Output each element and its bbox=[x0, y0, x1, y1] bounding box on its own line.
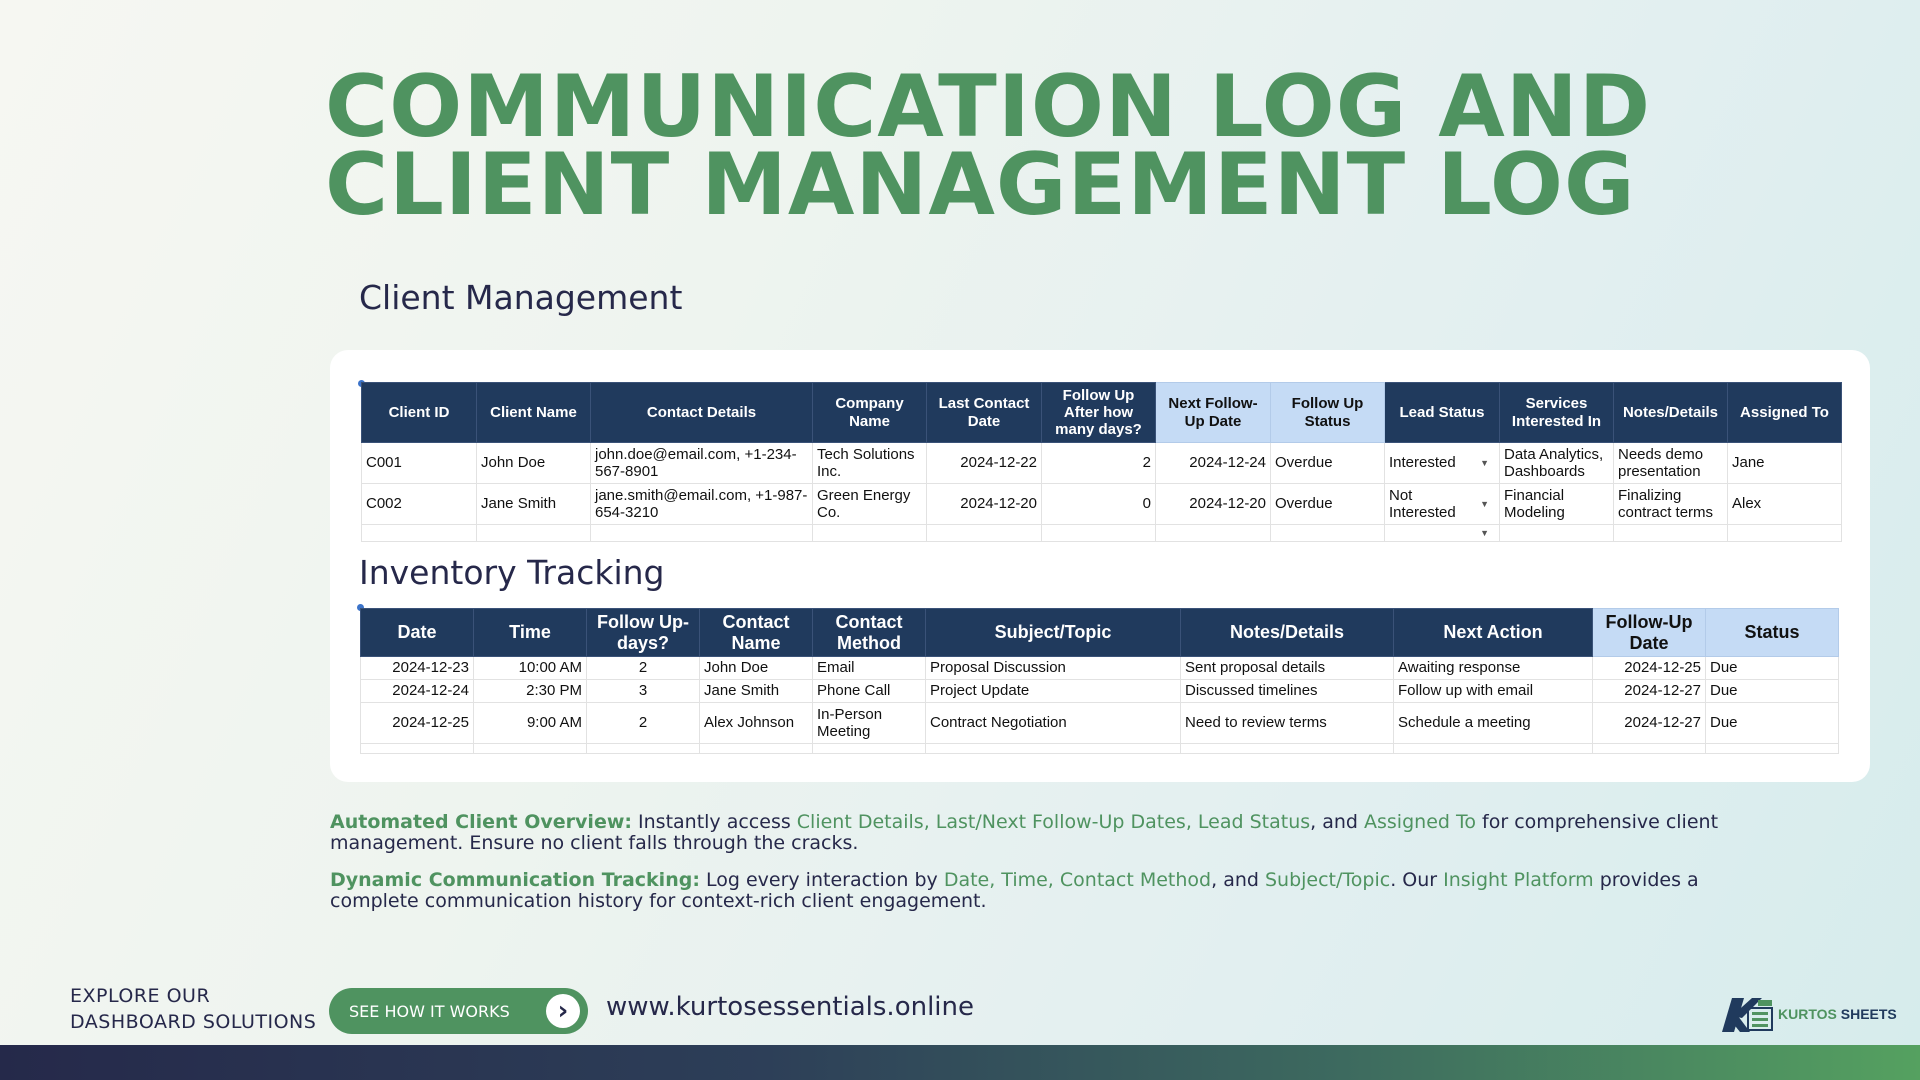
client-table-header-row bbox=[362, 383, 1842, 443]
cell-empty[interactable] bbox=[927, 525, 1042, 542]
col-header-date[interactable]: Date bbox=[361, 609, 474, 657]
cell-notes[interactable]: Needs demo presentation bbox=[1614, 443, 1728, 484]
client-overview-lead: Automated Client Overview: bbox=[330, 811, 632, 833]
col-header-client-id[interactable]: Client ID bbox=[362, 383, 477, 443]
cell-contact-method[interactable]: In-Person Meeting bbox=[813, 703, 926, 744]
para-text: for comprehensive client management. Ensure no client falls through the cracks. bbox=[330, 811, 1719, 854]
lead-status-value: Not Interested bbox=[1389, 486, 1456, 521]
cell-time[interactable]: 2:30 PM bbox=[474, 680, 587, 703]
cell-follow-up-days[interactable]: 0 bbox=[1042, 484, 1156, 525]
cell-empty[interactable] bbox=[813, 744, 926, 754]
para-text: provides a complete communication history for context-rich client engagement. bbox=[330, 869, 1699, 912]
logo-word-sheets: SHEETS bbox=[1840, 1006, 1897, 1022]
cell-company-name[interactable]: Green Energy Co. bbox=[813, 484, 927, 525]
col-header-notes[interactable]: Notes/Details bbox=[1614, 383, 1728, 443]
cell-empty[interactable] bbox=[926, 744, 1181, 754]
cell-last-contact-date[interactable]: 2024-12-20 bbox=[927, 484, 1042, 525]
cell-follow-up-days[interactable]: 2 bbox=[587, 657, 700, 680]
para-text: Log every interaction by bbox=[699, 869, 944, 891]
cell-empty[interactable] bbox=[1042, 525, 1156, 542]
cell-empty[interactable] bbox=[1394, 744, 1593, 754]
para-text: , and bbox=[1211, 869, 1265, 891]
para-highlight: Date, Time, Contact Method bbox=[943, 869, 1212, 891]
page-title bbox=[325, 57, 1725, 235]
cell-date[interactable]: 2024-12-24 bbox=[361, 680, 474, 703]
col-header-status[interactable]: Status bbox=[1706, 609, 1839, 657]
cell-next-follow-up-date[interactable]: 2024-12-20 bbox=[1156, 484, 1271, 525]
cell-follow-up-status[interactable]: Overdue bbox=[1271, 484, 1385, 525]
explore-line1: EXPLORE OUR bbox=[70, 985, 211, 1007]
cell-empty[interactable] bbox=[1728, 525, 1842, 542]
col-header-follow-up-status[interactable]: Follow Up Status bbox=[1271, 383, 1385, 443]
page-title-line1: COMMUNICATION LOG AND bbox=[325, 57, 1652, 157]
cell-date[interactable]: 2024-12-25 bbox=[361, 703, 474, 744]
cell-empty[interactable] bbox=[477, 525, 591, 542]
para-highlight: Assigned To bbox=[1364, 811, 1476, 833]
cell-status[interactable]: Due bbox=[1706, 657, 1839, 680]
logo-word-kurtos: KURTOS bbox=[1778, 1006, 1837, 1022]
cell-contact-name[interactable]: John Doe bbox=[700, 657, 813, 680]
col-header-time[interactable]: Time bbox=[474, 609, 587, 657]
col-header-services[interactable]: Services Interested In bbox=[1500, 383, 1614, 443]
para-highlight: Subject/Topic bbox=[1264, 869, 1391, 891]
client-overview-paragraph bbox=[330, 812, 1750, 854]
para-text: , and bbox=[1310, 811, 1365, 833]
col-header-contact-method[interactable]: Contact Method bbox=[813, 609, 926, 657]
kurtos-sheets-logo bbox=[1718, 994, 1897, 1034]
table-row bbox=[362, 484, 1842, 525]
cell-follow-up-status[interactable]: Overdue bbox=[1271, 443, 1385, 484]
cell-empty[interactable] bbox=[591, 525, 813, 542]
communication-tracking-paragraph bbox=[330, 870, 1750, 912]
cell-client-id[interactable]: C001 bbox=[362, 443, 477, 484]
website-link[interactable]: www.kurtosessentials.online bbox=[606, 992, 974, 1022]
cell-notes[interactable]: Finalizing contract terms bbox=[1614, 484, 1728, 525]
cell-lead-status-dropdown[interactable] bbox=[1385, 443, 1500, 484]
cell-empty[interactable] bbox=[813, 525, 927, 542]
cell-date[interactable]: 2024-12-23 bbox=[361, 657, 474, 680]
table-row-empty bbox=[361, 744, 1839, 754]
cell-empty[interactable] bbox=[1156, 525, 1271, 542]
explore-line2: DASHBOARD SOLUTIONS bbox=[70, 1011, 317, 1033]
col-header-next-follow-up-date[interactable]: Next Follow-Up Date bbox=[1156, 383, 1271, 443]
cell-follow-up-days[interactable]: 2 bbox=[1042, 443, 1156, 484]
cta-label: SEE HOW IT WORKS bbox=[349, 1001, 510, 1021]
cell-contact-method[interactable]: Email bbox=[813, 657, 926, 680]
para-highlight: Client Details, Last/Next Follow-Up Dates, Lead Status bbox=[796, 811, 1311, 833]
col-header-last-contact-date[interactable]: Last Contact Date bbox=[927, 383, 1042, 443]
cell-contact-name[interactable]: Jane Smith bbox=[700, 680, 813, 703]
cell-empty[interactable] bbox=[474, 744, 587, 754]
col-header-assigned-to[interactable]: Assigned To bbox=[1728, 383, 1842, 443]
cell-status[interactable]: Due bbox=[1706, 703, 1839, 744]
logo-text bbox=[1778, 1006, 1897, 1022]
cell-subject-topic[interactable]: Project Update bbox=[926, 680, 1181, 703]
cell-empty[interactable] bbox=[1706, 744, 1839, 754]
bottom-gradient-bar bbox=[0, 1045, 1920, 1080]
cell-notes[interactable]: Discussed timelines bbox=[1181, 680, 1394, 703]
cell-time[interactable]: 10:00 AM bbox=[474, 657, 587, 680]
logo-mark-icon bbox=[1718, 994, 1776, 1034]
col-header-follow-up-date[interactable]: Follow-Up Date bbox=[1593, 609, 1706, 657]
cell-follow-up-days[interactable]: 3 bbox=[587, 680, 700, 703]
see-how-it-works-button[interactable] bbox=[329, 988, 588, 1034]
table-row bbox=[361, 657, 1839, 680]
cell-empty[interactable] bbox=[1593, 744, 1706, 754]
cell-last-contact-date[interactable]: 2024-12-22 bbox=[927, 443, 1042, 484]
table-row bbox=[361, 703, 1839, 744]
table-row bbox=[362, 443, 1842, 484]
cell-client-id[interactable]: C002 bbox=[362, 484, 477, 525]
cell-next-follow-up-date[interactable]: 2024-12-24 bbox=[1156, 443, 1271, 484]
dropdown-arrow-icon[interactable]: ▼ bbox=[1480, 498, 1489, 509]
page-title-line2: CLIENT MANAGEMENT LOG bbox=[325, 135, 1636, 235]
dropdown-arrow-icon[interactable]: ▼ bbox=[1480, 457, 1489, 468]
cell-follow-up-date[interactable]: 2024-12-27 bbox=[1593, 703, 1706, 744]
explore-text bbox=[70, 983, 316, 1035]
inventory-table-header-row bbox=[361, 609, 1839, 657]
cell-follow-up-days[interactable]: 2 bbox=[587, 703, 700, 744]
table-row bbox=[361, 680, 1839, 703]
dropdown-arrow-icon[interactable]: ▼ bbox=[1480, 527, 1489, 538]
cell-services[interactable]: Data Analytics, Dashboards bbox=[1500, 443, 1614, 484]
inventory-tracking-heading: Inventory Tracking bbox=[359, 553, 665, 592]
client-management-heading: Client Management bbox=[359, 278, 683, 317]
col-header-follow-up-days[interactable]: Follow Up-days? bbox=[587, 609, 700, 657]
para-text: . Our bbox=[1390, 869, 1444, 891]
cell-empty[interactable] bbox=[1614, 525, 1728, 542]
cell-client-name[interactable]: John Doe bbox=[477, 443, 591, 484]
cell-empty[interactable] bbox=[1271, 525, 1385, 542]
cell-next-action[interactable]: Follow up with email bbox=[1394, 680, 1593, 703]
communication-tracking-lead: Dynamic Communication Tracking: bbox=[330, 869, 700, 891]
col-header-next-action[interactable]: Next Action bbox=[1394, 609, 1593, 657]
cell-lead-status-dropdown[interactable] bbox=[1385, 525, 1500, 542]
cell-empty[interactable] bbox=[361, 744, 474, 754]
cell-assigned-to[interactable]: Jane bbox=[1728, 443, 1842, 484]
cell-services[interactable]: Financial Modeling bbox=[1500, 484, 1614, 525]
cell-subject-topic[interactable]: Contract Negotiation bbox=[926, 703, 1181, 744]
client-table bbox=[361, 382, 1842, 542]
cell-next-action[interactable]: Awaiting response bbox=[1394, 657, 1593, 680]
cell-next-action[interactable]: Schedule a meeting bbox=[1394, 703, 1593, 744]
cell-empty[interactable] bbox=[587, 744, 700, 754]
inventory-table bbox=[360, 608, 1839, 754]
cell-empty[interactable] bbox=[700, 744, 813, 754]
cell-notes[interactable]: Need to review terms bbox=[1181, 703, 1394, 744]
cell-contact-method[interactable]: Phone Call bbox=[813, 680, 926, 703]
cell-assigned-to[interactable]: Alex bbox=[1728, 484, 1842, 525]
cell-lead-status-dropdown[interactable] bbox=[1385, 484, 1500, 525]
cell-subject-topic[interactable]: Proposal Discussion bbox=[926, 657, 1181, 680]
col-header-subject-topic[interactable]: Subject/Topic bbox=[926, 609, 1181, 657]
cell-follow-up-date[interactable]: 2024-12-25 bbox=[1593, 657, 1706, 680]
cell-follow-up-date[interactable]: 2024-12-27 bbox=[1593, 680, 1706, 703]
table-row-empty bbox=[362, 525, 1842, 542]
para-text: Instantly access bbox=[631, 811, 797, 833]
cell-empty[interactable] bbox=[1500, 525, 1614, 542]
cell-client-name[interactable]: Jane Smith bbox=[477, 484, 591, 525]
cell-contact-details[interactable]: john.doe@email.com, +1-234-567-8901 bbox=[591, 443, 813, 484]
chevron-right-icon: › bbox=[546, 994, 580, 1028]
cell-contact-details[interactable]: jane.smith@email.com, +1-987-654-3210 bbox=[591, 484, 813, 525]
col-header-contact-details[interactable]: Contact Details bbox=[591, 383, 813, 443]
cell-company-name[interactable]: Tech Solutions Inc. bbox=[813, 443, 927, 484]
cell-time[interactable]: 9:00 AM bbox=[474, 703, 587, 744]
col-header-follow-up-days[interactable]: Follow Up After how many days? bbox=[1042, 383, 1156, 443]
col-header-notes[interactable]: Notes/Details bbox=[1181, 609, 1394, 657]
cell-status[interactable]: Due bbox=[1706, 680, 1839, 703]
col-header-contact-name[interactable]: Contact Name bbox=[700, 609, 813, 657]
col-header-lead-status[interactable]: Lead Status bbox=[1385, 383, 1500, 443]
col-header-client-name[interactable]: Client Name bbox=[477, 383, 591, 443]
lead-status-value: Interested bbox=[1389, 454, 1456, 472]
cell-empty[interactable] bbox=[362, 525, 477, 542]
cell-notes[interactable]: Sent proposal details bbox=[1181, 657, 1394, 680]
col-header-company-name[interactable]: Company Name bbox=[813, 383, 927, 443]
cell-empty[interactable] bbox=[1181, 744, 1394, 754]
cell-contact-name[interactable]: Alex Johnson bbox=[700, 703, 813, 744]
para-highlight: Insight Platform bbox=[1443, 869, 1594, 891]
